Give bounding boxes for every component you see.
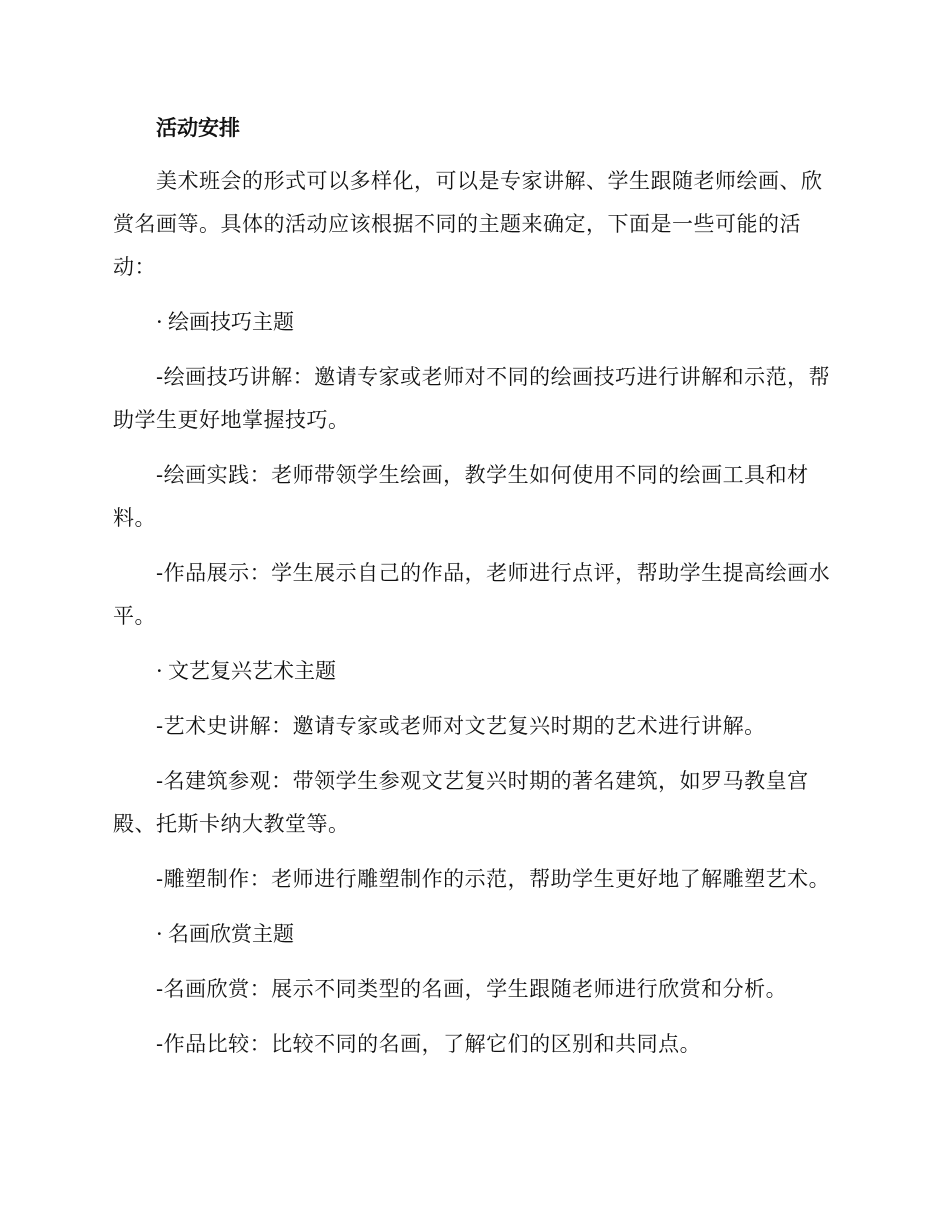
topic-title: 文艺复兴艺术主题 — [168, 659, 336, 683]
topic-title: 绘画技巧主题 — [168, 310, 294, 334]
intro-paragraph: 美术班会的形式可以多样化，可以是专家讲解、学生跟随老师绘画、欣赏名画等。具体的活动应该根据不同的主题来确定，下面是一些可能的活动： — [113, 169, 823, 279]
bullet-marker: · — [156, 659, 163, 683]
topic-bullet-painting-techniques — [113, 301, 833, 344]
activity-item: -作品展示：学生展示自己的作品，老师进行点评，帮助学生提高绘画水平。 — [113, 561, 831, 628]
activity-item: -艺术史讲解：邀请专家或老师对文艺复兴时期的艺术进行讲解。 — [156, 714, 766, 738]
bullet-marker: · — [156, 310, 163, 334]
section-heading: 活动安排 — [156, 116, 240, 140]
topic-title: 名画欣赏主题 — [168, 922, 294, 946]
activity-item: -绘画技巧讲解：邀请专家或老师对不同的绘画技巧进行讲解和示范，帮助学生更好地掌握技巧。 — [113, 365, 831, 432]
activity-item: -名画欣赏：展示不同类型的名画，学生跟随老师进行欣赏和分析。 — [156, 977, 788, 1001]
document-body — [113, 108, 833, 1078]
activity-item: -绘画实践：老师带领学生绘画，教学生如何使用不同的绘画工具和材料。 — [113, 463, 809, 530]
activity-item: -雕塑制作：老师进行雕塑制作的示范，帮助学生更好地了解雕塑艺术。 — [156, 867, 831, 891]
activity-item: -名建筑参观：带领学生参观文艺复兴时期的著名建筑，如罗马教皇宫殿、托斯卡纳大教堂等。 — [113, 769, 809, 836]
bullet-marker: · — [156, 922, 163, 946]
topic-bullet-masterpiece-appreciation — [113, 913, 833, 956]
activity-item: -作品比较：比较不同的名画，了解它们的区别和共同点。 — [156, 1032, 702, 1056]
topic-bullet-renaissance-art — [113, 650, 833, 693]
